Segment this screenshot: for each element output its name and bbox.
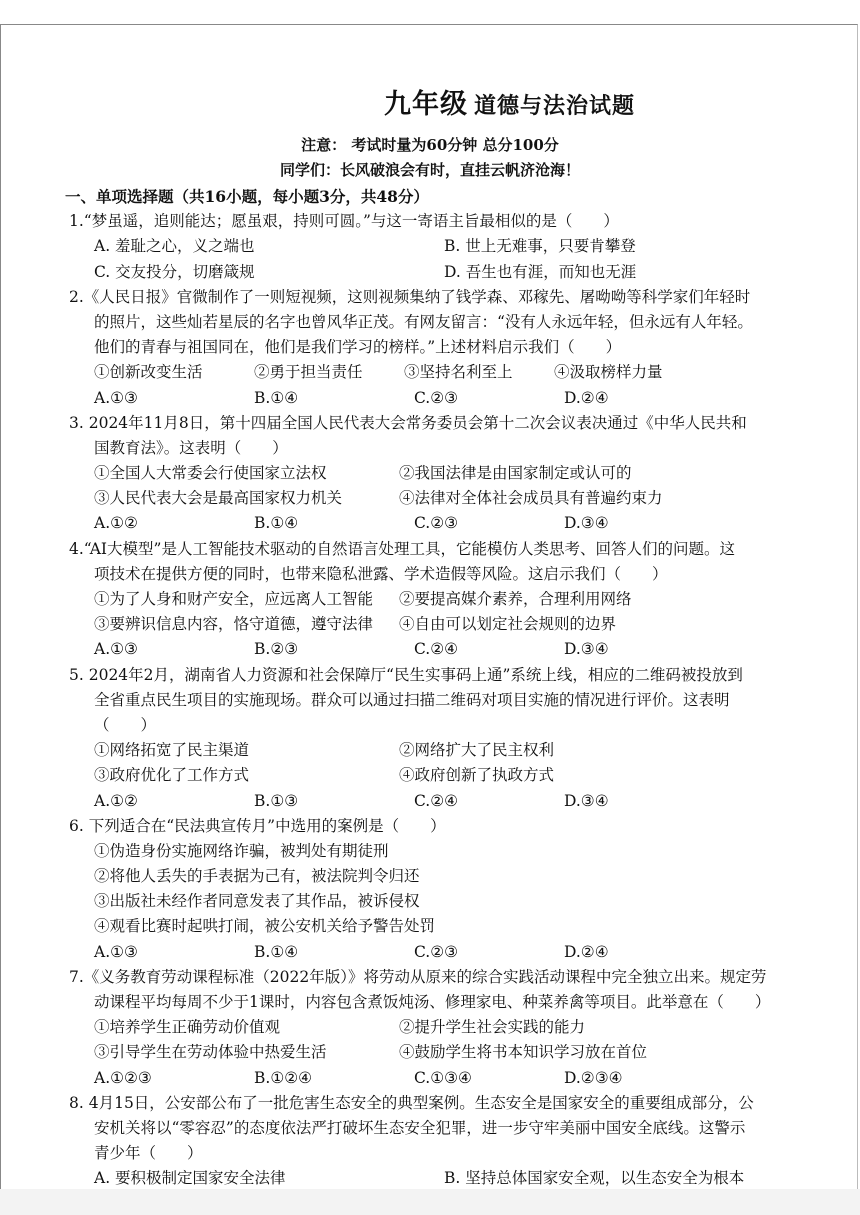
- statement-3: ③坚持名利至上: [404, 363, 513, 382]
- question-stem-cont: 国教育法》。这表明（ ）: [94, 438, 288, 457]
- question-3: [69, 411, 799, 537]
- option-b[interactable]: B. 坚持总体国家安全观，以生态安全为根本: [444, 1169, 745, 1188]
- option-d[interactable]: D.②③④: [564, 1068, 623, 1087]
- option-c[interactable]: C.②③: [414, 942, 459, 961]
- statement-row: [69, 360, 799, 385]
- statement-3: ③要辨识信息内容，恪守道德，遵守法律: [94, 615, 374, 634]
- statement-3: ③人民代表大会是最高国家权力机关: [94, 489, 343, 508]
- option-d[interactable]: D.③④: [564, 514, 609, 533]
- option-c[interactable]: C.②③: [414, 388, 459, 407]
- question-6: [69, 814, 799, 965]
- statement-1: ①全国人大常委会行使国家立法权: [94, 464, 327, 483]
- option-row: [69, 1066, 799, 1091]
- option-row: [69, 789, 799, 814]
- option-b[interactable]: B.①④: [254, 942, 299, 961]
- statement-3: ③引导学生在劳动体验中热爱生活: [94, 1043, 327, 1062]
- statement-3: ③出版社未经作者同意发表了其作品，被诉侵权: [94, 892, 420, 911]
- statement-1: ①创新改变生活: [94, 363, 203, 382]
- statement-1: ①培养学生正确劳动价值观: [94, 1018, 281, 1037]
- option-row: [69, 637, 799, 662]
- question-8: [69, 1091, 799, 1192]
- exam-title: [0, 82, 860, 121]
- statement-4: ④法律对全体社会成员具有普遍约束力: [399, 489, 663, 508]
- statement-3: ③政府优化了工作方式: [94, 766, 250, 785]
- statement-row: [69, 738, 799, 763]
- statement-4: ④汲取榜样力量: [554, 363, 663, 382]
- title-subject: 道德与法治试题: [474, 94, 636, 119]
- option-c[interactable]: C.②④: [414, 791, 459, 810]
- question-stem: 8. 4月15日，公安部公布了一批危害生态安全的典型案例。生态安全是国家安全的重要组成部分，公: [69, 1093, 754, 1112]
- question-stem-cont: 他们的青春与祖国同在，他们是我们学习的榜样。”上述材料启示我们（ ）: [94, 338, 622, 357]
- option-b[interactable]: B.①④: [254, 388, 299, 407]
- option-a[interactable]: A. 羞耻之心，义之端也: [94, 237, 255, 256]
- question-stem-cont: 青少年（ ）: [94, 1144, 203, 1163]
- question-stem-cont: 全省重点民生项目的实施现场。群众可以通过扫描二维码对项目实施的情况进行评价。这表明: [94, 690, 730, 709]
- option-row: [69, 1166, 799, 1191]
- question-stem-cont: 动课程平均每周不少于1课时，内容包含煮饭炖汤、修理家电、种菜养禽等项目。此举意在（ ）: [94, 993, 771, 1011]
- statement-2: ②提升学生社会实践的能力: [399, 1018, 586, 1037]
- question-5: [69, 663, 799, 814]
- statement-row: [69, 461, 799, 486]
- statement-4: ④自由可以划定社会规则的边界: [399, 615, 617, 634]
- question-stem-cont: 的照片，这些灿若星辰的名字也曾风华正茂。有网友留言：“没有人永远年轻，但永远有人年轻。: [94, 312, 753, 331]
- option-c[interactable]: C.②④: [414, 640, 459, 659]
- option-b[interactable]: B. 世上无难事，只要肯攀登: [444, 237, 636, 256]
- option-c[interactable]: C.①③④: [414, 1068, 472, 1087]
- option-a[interactable]: A.①③: [94, 942, 138, 961]
- statement-row: [69, 486, 799, 511]
- statement-2: ②网络扩大了民主权利: [399, 741, 555, 760]
- option-row: [69, 260, 799, 285]
- statement-2: ②将他人丢失的手表据为己有，被法院判令归还: [94, 867, 420, 886]
- section-heading: 一、单项选择题（共16小题，每小题3分，共48分）: [65, 187, 429, 206]
- statement-2: ②我国法律是由国家制定或认可的: [399, 464, 632, 483]
- statement-1: ①网络拓宽了民主渠道: [94, 741, 250, 760]
- question-4: [69, 537, 799, 663]
- option-b[interactable]: B.②③: [254, 640, 299, 659]
- option-d[interactable]: D.②④: [564, 942, 609, 961]
- statement-row: [69, 1015, 799, 1040]
- option-c[interactable]: C.②③: [414, 514, 459, 533]
- option-row: [69, 940, 799, 965]
- question-stem: 1.“梦虽遥，追则能达；愿虽艰，持则可圆。”与这一寄语主旨最相似的是（ ）: [69, 212, 619, 231]
- question-2: [69, 285, 799, 411]
- statement-2: ②要提高媒介素养，合理利用网络: [399, 590, 632, 608]
- option-row: [69, 234, 799, 259]
- option-a[interactable]: A.①③: [94, 640, 138, 659]
- question-stem: 3. 2024年11月8日，第十四届全国人民代表大会常务委员会第十二次会议表决通过《中华人民共和: [69, 413, 747, 432]
- statement-4: ④鼓励学生将书本知识学习放在首位: [399, 1043, 648, 1062]
- option-c[interactable]: C. 交友投分，切磨箴规: [94, 262, 255, 281]
- statement-1: ①为了人身和财产安全，应远离人工智能: [94, 590, 374, 608]
- question-stem-cont: 项技术在提供方便的同时，也带来隐私泄露、学术造假等风险。这启示我们（ ）: [94, 564, 668, 583]
- question-stem-cont: 安机关将以“零容忍”的态度依法严打破坏生态安全犯罪，进一步守牢美丽中国安全底线。这警示: [94, 1118, 746, 1137]
- option-d[interactable]: D.③④: [564, 791, 609, 810]
- question-stem-cont: （ ）: [94, 715, 157, 734]
- title-grade: 九年级: [384, 89, 468, 120]
- page-bottom-strip: [0, 1189, 860, 1215]
- question-stem: 2.《人民日报》官微制作了一则短视频，这则视频集纳了钱学森、邓稼先、屠呦呦等科学家们年轻时: [69, 287, 751, 306]
- exam-content: [65, 184, 799, 1192]
- option-a[interactable]: A.①②: [94, 514, 138, 533]
- exam-motto: 同学们：长风破浪会有时，直挂云帆济沧海！: [279, 161, 580, 179]
- statement-row: [69, 763, 799, 788]
- option-d[interactable]: D. 吾生也有涯，而知也无涯: [444, 262, 637, 281]
- statement-4: ④观看比赛时起哄打闹，被公安机关给予警告处罚: [94, 917, 436, 936]
- option-a[interactable]: A.①②③: [94, 1068, 152, 1087]
- question-stem: 5. 2024年2月，湖南省人力资源和社会保障厅“民生实事码上通”系统上线，相应的二维码被投放到: [69, 665, 743, 684]
- option-b[interactable]: B.①③: [254, 791, 299, 810]
- question-1: [69, 209, 799, 285]
- option-a[interactable]: A. 要积极制定国家安全法律: [94, 1169, 286, 1188]
- option-row: [69, 386, 799, 411]
- exam-notice: 注意： 考试时量为60分钟 总分100分: [301, 136, 559, 154]
- statement-row: [69, 612, 799, 637]
- option-b[interactable]: B.①④: [254, 514, 299, 533]
- question-stem: 6. 下列适合在“民法典宣传月”中选用的案例是（ ）: [69, 816, 446, 835]
- option-row: [69, 511, 799, 536]
- option-b[interactable]: B.①②④: [254, 1068, 313, 1087]
- statement-1: ①伪造身份实施网络诈骗，被判处有期徒刑: [94, 841, 389, 860]
- statement-row: [69, 1040, 799, 1065]
- option-d[interactable]: D.③④: [564, 640, 609, 659]
- question-7: [69, 965, 799, 1091]
- statement-4: ④政府创新了执政方式: [399, 766, 555, 785]
- question-stem: 4.“AI大模型”是人工智能技术驱动的自然语言处理工具，它能模仿人类思考、回答人们的问题。这: [69, 539, 735, 558]
- option-d[interactable]: D.②④: [564, 388, 609, 407]
- option-a[interactable]: A.①②: [94, 791, 138, 810]
- option-a[interactable]: A.①③: [94, 388, 138, 407]
- statement-2: ②勇于担当责任: [254, 363, 363, 382]
- statement-row: [69, 587, 799, 612]
- question-stem: 7.《义务教育劳动课程标准（2022年版）》将劳动从原来的综合实践活动课程中完全独立出来。规定劳: [69, 967, 767, 986]
